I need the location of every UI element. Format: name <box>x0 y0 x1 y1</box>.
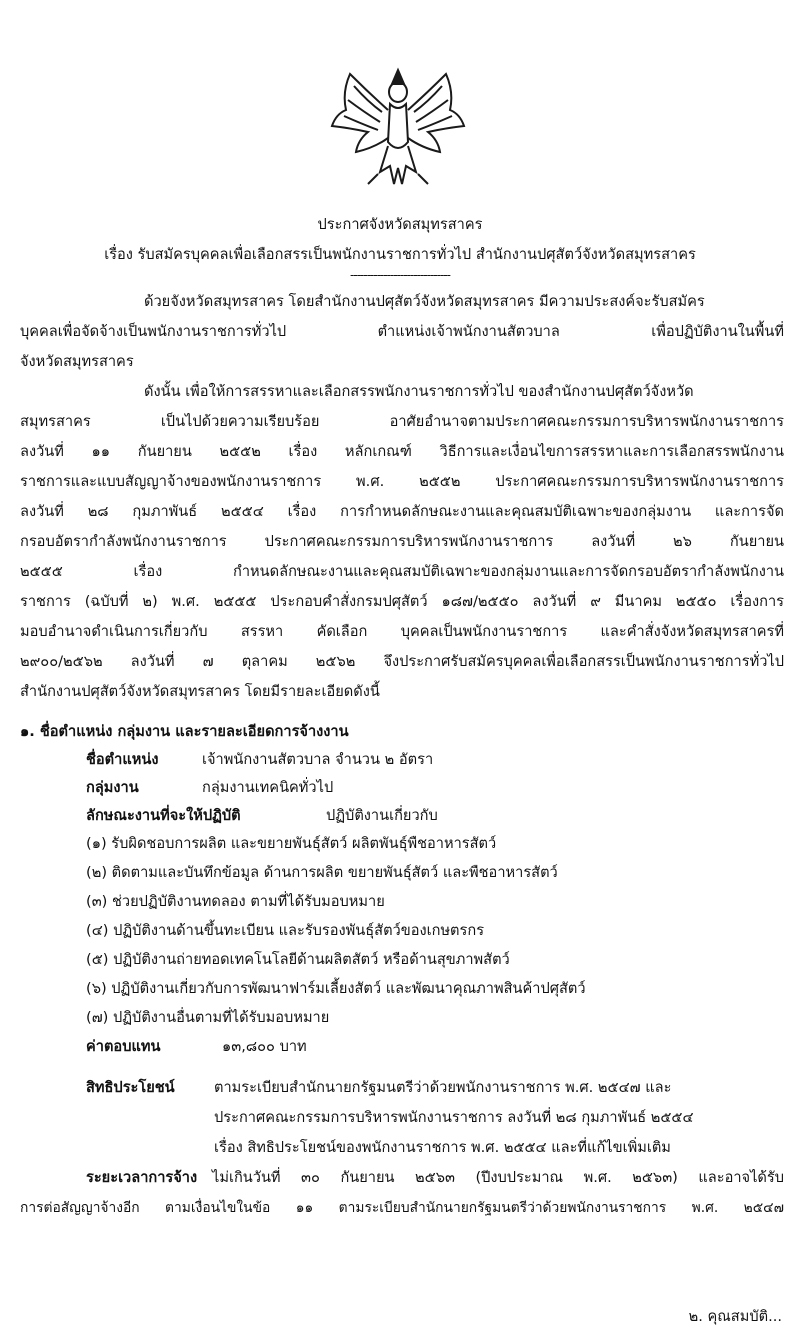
basis-line: ลงวันที่ ๑๑ กันยายน ๒๕๕๒ เรื่อง หลักเกณฑ์ วิธีการและเงื่อนไขการสรรหาและการเลือกสรรพนักงาน <box>20 443 784 460</box>
basis-line: ลงวันที่ ๒๘ กุมภาพันธ์ ๒๕๕๔ เรื่อง การกำหนดลักษณะงานและคุณสมบัติเฉพาะของกลุ่มงาน และการจัด <box>20 503 784 520</box>
basis-line: สมุทรสาคร เป็นไปด้วยความเรียบร้อย อาศัยอำนาจตามประกาศคณะกรรมการบริหารพนักงานราชการ <box>20 413 784 430</box>
term-label: ระยะเวลาการจ้าง <box>86 1169 198 1186</box>
position-value: เจ้าพนักงานสัตวบาล จำนวน ๒ อัตรา <box>202 751 434 768</box>
intro-line: ด้วยจังหวัดสมุทรสาคร โดยสำนักงานปศุสัตว์จังหวัดสมุทรสาคร มีความประสงค์จะรับสมัคร <box>144 293 705 310</box>
benefits-line: ตามระเบียบสำนักนายกรัฐมนตรีว่าด้วยพนักงานราชการ พ.ศ. ๒๕๔๗ และ <box>214 1079 672 1096</box>
basis-line: มอบอำนาจดำเนินการเกี่ยวกับ สรรหา คัดเลือก บุคคลเป็นพนักงานราชการ และคำสั่งจังหวัดสมุทรสาครที่ <box>20 623 784 640</box>
pay-label: ค่าตอบแทน <box>86 1038 161 1055</box>
pay-value: ๑๓,๘๐๐ บาท <box>222 1038 307 1055</box>
duty-item: (๔) ปฏิบัติงานด้านขึ้นทะเบียน และรับรองพันธุ์สัตว์ของเกษตรกร <box>86 922 485 939</box>
basis-line: ราชการและแบบสัญญาจ้างของพนักงานราชการ พ.ศ. ๒๕๕๒ ประกาศคณะกรรมการบริหารพนักงานราชการ <box>20 473 784 490</box>
term-line: การต่อสัญญาจ้างอีก ตามเงื่อนไขในข้อ ๑๑ ตามระเบียบสำนักนายกรัฐมนตรีว่าด้วยพนักงานราชการ พ.ศ. ๒๕๔๗ <box>20 1200 784 1216</box>
duty-item: (๖) ปฏิบัติงานเกี่ยวกับการพัฒนาฟาร์มเลี้ยงสัตว์ และพัฒนาคุณภาพสินค้าปศุสัตว์ <box>86 980 586 997</box>
duty-item: (๓) ช่วยปฏิบัติงานทดลอง ตามที่ได้รับมอบหมาย <box>86 893 385 910</box>
group-label: กลุ่มงาน <box>86 779 139 796</box>
garuda-emblem <box>328 62 468 192</box>
duty-item: (๒) ติดตามและบันทึกข้อมูล ด้านการผลิต ขยายพันธุ์สัตว์ และพืชอาหารสัตว์ <box>86 864 558 881</box>
basis-line: ๒๕๕๕ เรื่อง กำหนดลักษณะงานและคุณสมบัติเฉพาะของกลุ่มงานและการจัดกรอบอัตรากำลังพนักงาน <box>20 563 784 580</box>
group-value: กลุ่มงานเทคนิคทั่วไป <box>202 779 334 796</box>
duty-item: (๕) ปฏิบัติงานถ่ายทอดเทคโนโลยีด้านผลิตสัตว์ หรือด้านสุขภาพสัตว์ <box>86 951 510 968</box>
basis-line: ๒๙๐๐/๒๕๖๒ ลงวันที่ ๗ ตุลาคม ๒๕๖๒ จึงประกาศรับสมัครบุคคลเพื่อเลือกสรรเป็นพนักงานราชการทั่วไป <box>20 653 784 670</box>
announcement-title: ประกาศจังหวัดสมุทรสาคร <box>317 216 483 233</box>
announcement-subject: เรื่อง รับสมัครบุคคลเพื่อเลือกสรรเป็นพนักงานราชการทั่วไป สำนักงานปศุสัตว์จังหวัดสมุทรสาคร <box>104 246 696 263</box>
basis-line: สำนักงานปศุสัตว์จังหวัดสมุทรสาคร โดยมีรายละเอียดดังนี้ <box>20 683 380 700</box>
basis-line: กรอบอัตรากำลังพนักงานราชการ ประกาศคณะกรรมการบริหารพนักงานราชการ ลงวันที่ ๒๖ กันยายน <box>20 533 784 550</box>
term-line: ไม่เกินวันที่ ๓๐ กันยายน ๒๕๖๓ (ปีงบประมาณ พ.ศ. ๒๕๖๓) และอาจได้รับ <box>212 1169 784 1186</box>
duty-item: (๑) รับผิดชอบการผลิต และขยายพันธุ์สัตว์ ผลิตพันธุ์พืชอาหารสัตว์ <box>86 835 497 852</box>
benefits-line: เรื่อง สิทธิประโยชน์ของพนักงานราชการ พ.ศ. ๒๕๕๔ และที่แก้ไขเพิ่มเติม <box>214 1139 671 1156</box>
benefits-line: ประกาศคณะกรรมการบริหารพนักงานราชการ ลงวันที่ ๒๘ กุมภาพันธ์ ๒๕๕๔ <box>214 1109 694 1126</box>
intro-line: บุคคลเพื่อจัดจ้างเป็นพนักงานราชการทั่วไป ตำแหน่งเจ้าพนักงานสัตวบาล เพื่อปฏิบัติงานในพื้นที่ <box>20 323 784 340</box>
basis-line: ราชการ (ฉบับที่ ๒) พ.ศ. ๒๕๕๕ ประกอบคำสั่งกรมปศุสัตว์ ๑๘๗/๒๕๕๐ ลงวันที่ ๙ มีนาคม ๒๕๕๐ เรื่องการ <box>20 593 784 610</box>
divider-line: ------------------------------ <box>350 268 450 282</box>
next-page-indicator: ๒. คุณสมบัติ... <box>688 1308 782 1325</box>
duties-value: ปฏิบัติงานเกี่ยวกับ <box>326 807 438 824</box>
duty-item: (๗) ปฏิบัติงานอื่นตามที่ได้รับมอบหมาย <box>86 1009 330 1026</box>
intro-line: จังหวัดสมุทรสาคร <box>20 353 134 370</box>
benefits-label: สิทธิประโยชน์ <box>86 1079 175 1096</box>
duties-label: ลักษณะงานที่จะให้ปฏิบัติ <box>86 807 241 824</box>
position-label: ชื่อตำแหน่ง <box>86 751 159 768</box>
section-1-heading: ๑. ชื่อตำแหน่ง กลุ่มงาน และรายละเอียดการจ้างงาน <box>20 723 349 740</box>
basis-line: ดังนั้น เพื่อให้การสรรหาและเลือกสรรพนักงานราชการทั่วไป ของสำนักงานปศุสัตว์จังหวัด <box>144 383 694 400</box>
